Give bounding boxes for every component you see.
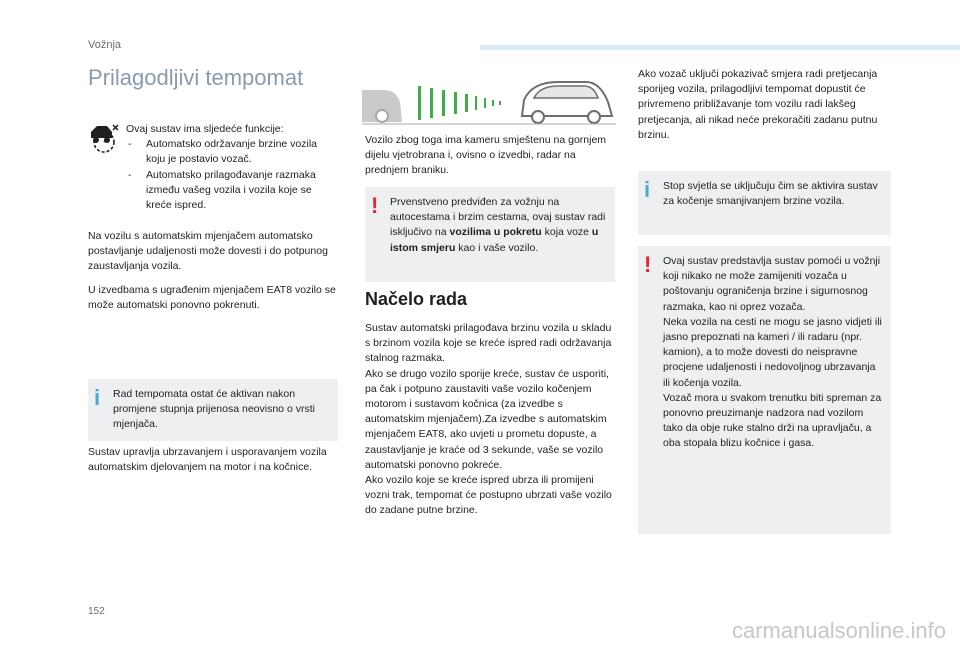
paragraph: Ako se drugo vozilo sporije kreće, sustav će usporiti, pa čak i potpuno zaustaviti vaše vozilo kočenjem motorom i sustavom kočnica (za izvedbe s automatskim mjenjačem).Za izvedbe s automatskim mjenjačem EAT8, ako uvjeti u prometu dopuste, a zaustavljanje je kraće od 3 sekunde, vaše se vozilo automatski ponovno pokreće.: [365, 367, 609, 471]
paragraph: Sustav automatski prilagođava brzinu vozila u skladu s brzinom vozila koje se kreće ispred radi održavanja stalnog razmaka.: [365, 322, 612, 365]
section-label: Vožnja: [88, 39, 122, 51]
car-radar-illustration: [362, 76, 616, 126]
warning-icon: !: [371, 193, 379, 218]
header-bar: [480, 45, 960, 50]
warning-box: [365, 187, 615, 282]
indicator-text: Ako vozač uključi pokazivač smjera radi pretjecanja sporijeg vozila, prilagodljivi tempomat dopustit će privremeno približavanje tom vozilu radi lakšeg pretjecanja, ali nikad neće prekoračiti zadanu putnu brzinu.: [638, 68, 878, 141]
feature-item: - Automatsko održavanje brzine vozila koju je postavio vozač.: [126, 137, 336, 167]
camera-text: Vozilo zbog toga ima kameru smještenu na gornjem dijelu vjetrobrana i, ovisno o izvedbi, radar na prednjem braniku.: [365, 134, 607, 177]
paragraph: U izvedbama s ugrađenim mjenjačem EAT8 vozilo se može automatski ponovno pokrenuti.: [88, 284, 336, 312]
feature-item: - Automatsko prilagođavanje razmaka između vašeg vozila i vozila koje se kreće ispred.: [126, 168, 336, 214]
page-number: 152: [88, 606, 105, 617]
info-box: [638, 171, 891, 235]
features-list: [126, 122, 336, 213]
warning-text: Prvenstveno predviđen za vožnju na autocestama i brzim cestama, ovaj sustav radi isključivo na vozilima u pokretu koja voze u istom smjeru kao i vaše vozilo.: [390, 196, 606, 254]
info-box: [88, 379, 338, 441]
warning-text: Ovaj sustav predstavlja sustav pomoći u vožnji koji nikako ne može zamijeniti vozača u poštovanju ograničenja brzine i sigurnosnog razmaka, kao ni oprez vozača.: [663, 255, 881, 313]
info-icon: i: [94, 385, 101, 410]
warning-text: Vozač mora u svakom trenutku biti spreman za ponovno preuzimanje nadzora nad vozilom tako da obje ruke stalno drži na upravljaču, a oba stopala blizu kočnice i gasa.: [663, 391, 882, 450]
paragraph: Sustav upravlja ubrzavanjem i usporavanjem vozila automatskim djelovanjem na motor i na kočnice.: [88, 446, 327, 474]
section-heading: Načelo rada: [365, 289, 468, 309]
paragraph: Ako vozilo koje se kreće ispred ubrza ili promijeni vozni trak, tempomat će postupno ubrzati vaše vozilo do zadane putne brzine.: [365, 474, 612, 517]
watermark: carmanualsonline.info: [731, 618, 946, 643]
warning-text: Neka vozila na cesti ne mogu se jasno vidjeti ili jasno prepoznati na kameri / ili radaru (npr. kamion), a to može dovesti do neispravne procjene udaljenosti i nedovoljnog ubrzavanja ili kočenja vozila.: [663, 315, 882, 389]
warning-box: [638, 246, 891, 534]
paragraph: Na vozilu s automatskim mjenjačem automatsko postavljanje udaljenosti može dovesti i do potpunog zaustavljanja vozila.: [88, 230, 328, 273]
adaptive-cruise-icon: [88, 122, 120, 154]
info-text: Stop svjetla se uključuju čim se aktivira sustav za kočenje smanjivanjem brzine vozila.: [663, 180, 878, 208]
page-title: Prilagodljivi tempomat: [88, 65, 304, 90]
warning-icon: !: [644, 252, 652, 277]
principle-text: [365, 321, 615, 519]
features-intro: Ovaj sustav ima sljedeće funkcije:: [126, 123, 284, 135]
info-icon: i: [644, 177, 651, 202]
info-text: Rad tempomata ostat će aktivan nakon promjene stupnja prijenosa neovisno o vrsti mjenjača.: [113, 388, 315, 431]
